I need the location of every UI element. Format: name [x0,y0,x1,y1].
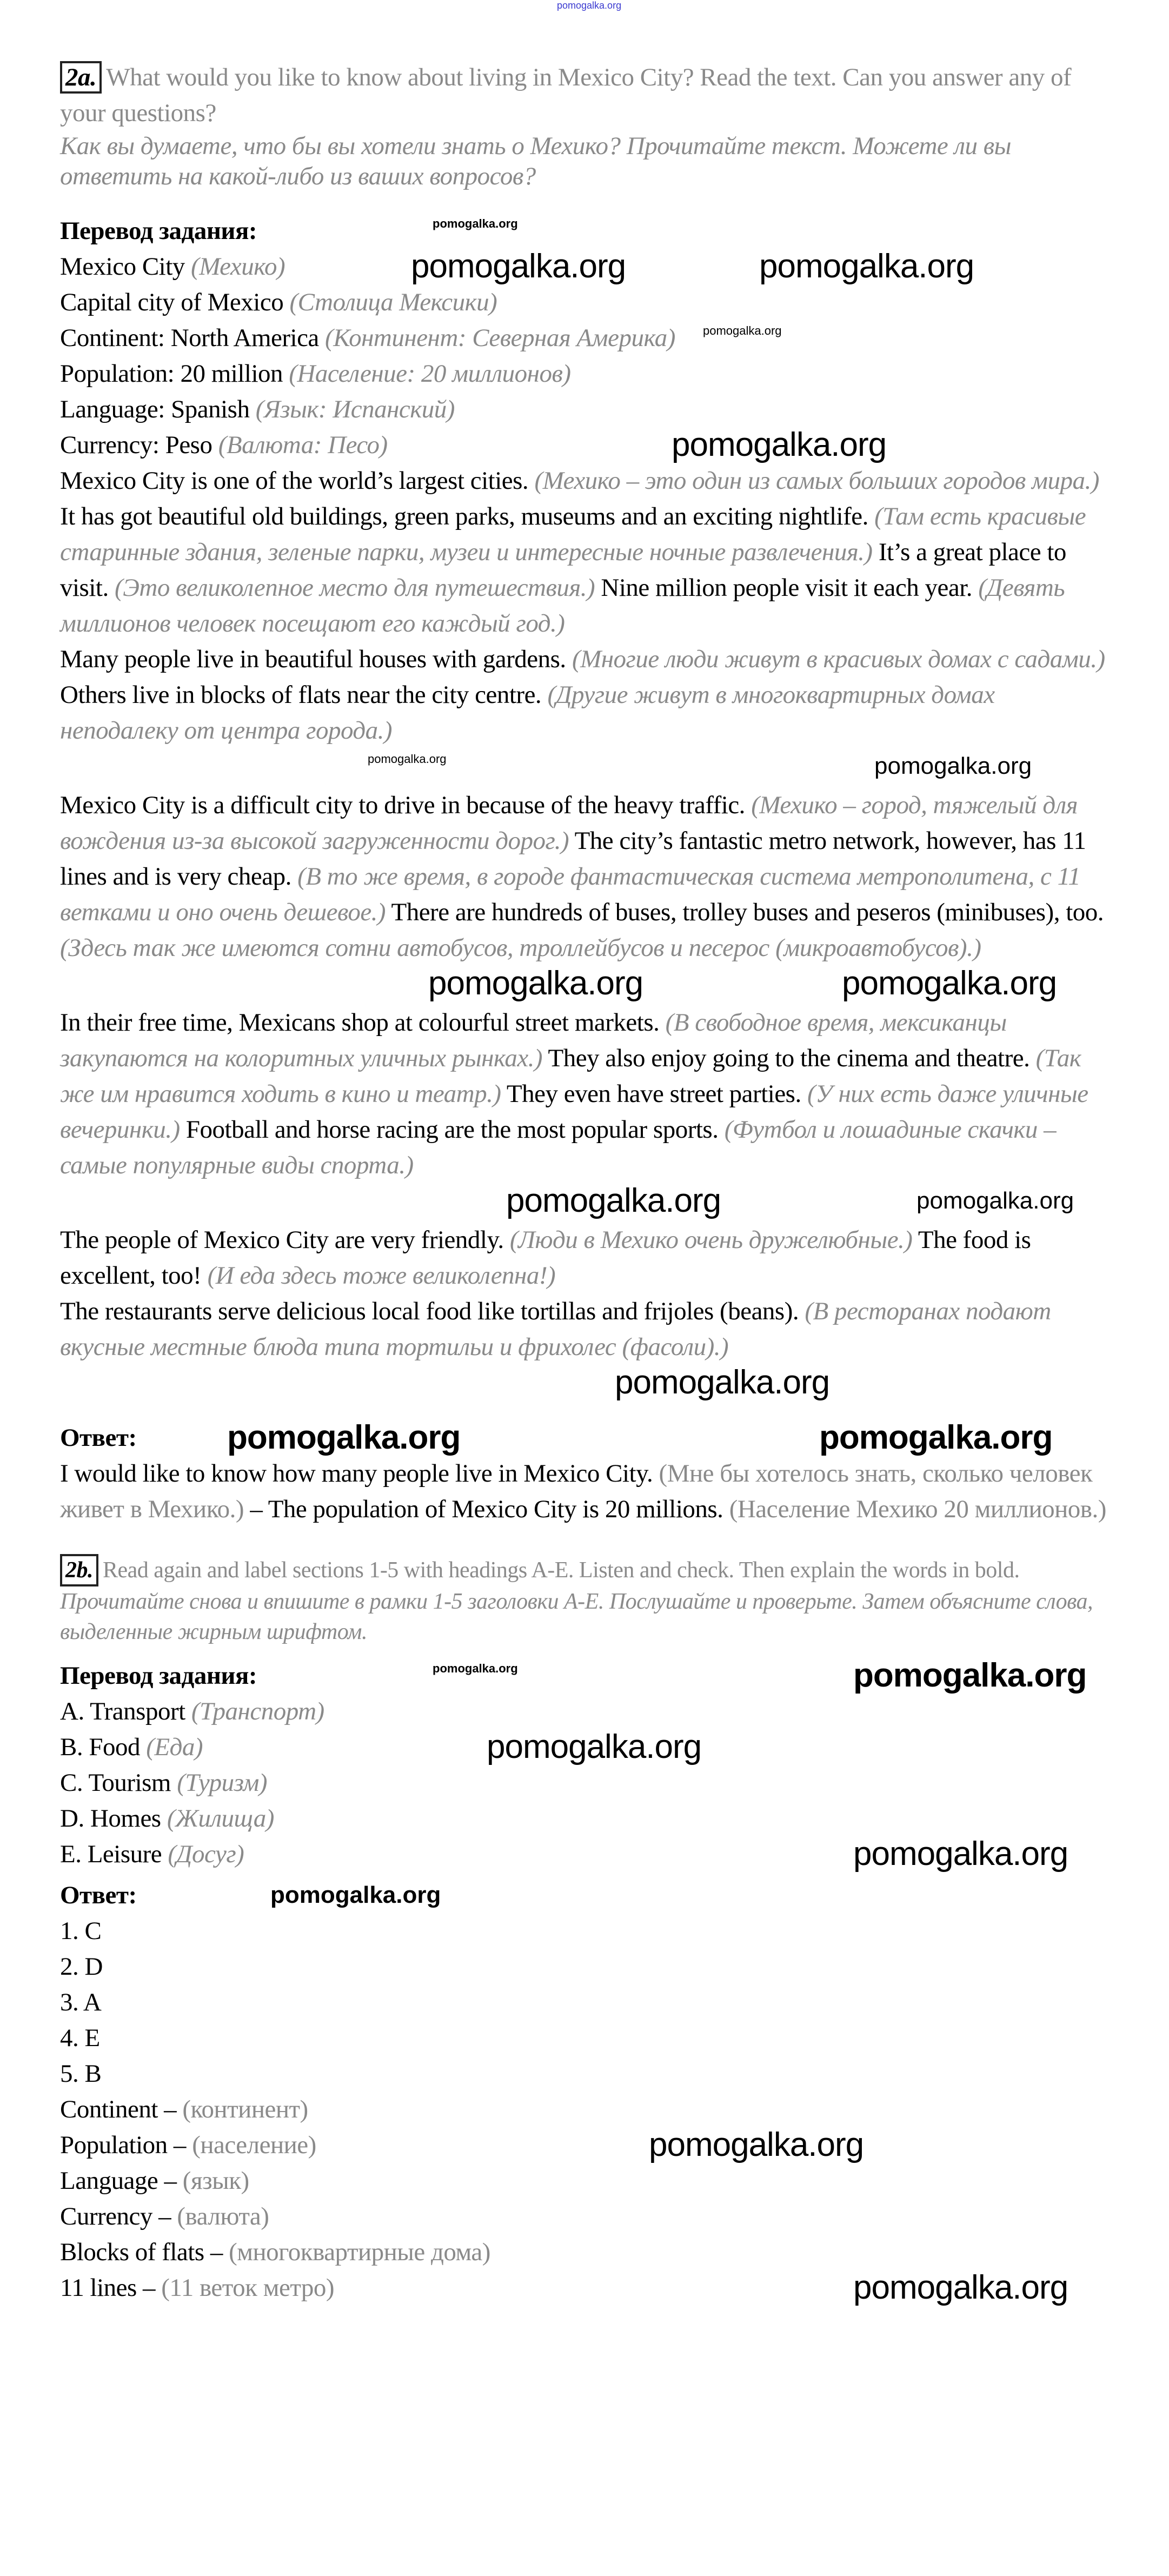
russian-translation: (Мехико – город, тяжелый для вождения из-за высокой загруженности дорог.) [60,791,1078,855]
words-list [60,2092,1114,2306]
document-body [60,59,1114,2306]
translation-heading-text: Перевод задания: [60,217,257,245]
watermark: pomogalka.org [874,753,1032,779]
english-sentence: Mexico City is one of the world’s largest cities. [60,467,529,495]
exercise-2b-task [60,1554,1114,1647]
text-line [60,356,1114,391]
word-russian: (11 веток метро) [161,2274,335,2302]
russian-translation: (Девять миллионов человек посещают его каждый год.) [60,574,1065,638]
russian-translation: (В ресторанах подают вкусные местные блюда типа тортильи и фрихолес (фасоли).) [60,1297,1051,1361]
answer-english: I would like to know how many people live in Mexico City. [60,1459,653,1488]
watermark-small: pomogalka.org [368,752,447,766]
english-sentence: Mexico City is a difficult city to drive in because of the heavy traffic. [60,791,745,819]
english-text: D. Homes [60,1804,161,1833]
russian-translation: (Там есть красивые старинные здания, зеленые парки, музеи и интересные ночные развлечения.) [60,502,1086,566]
english-sentence: They also enjoy going to the cinema and theatre. [548,1044,1030,1072]
text-line [60,1801,1114,1836]
watermark: pomogalka.org [615,1364,830,1401]
answer-heading [60,1420,1114,1456]
russian-translation: (Мехико – это один из самых больших городов мира.) [534,467,1099,495]
watermark: pomogalka.org [227,1419,461,1456]
english-text: E. Leisure [60,1840,162,1868]
watermark-small: pomogalka.org [433,217,518,230]
russian-translation: (В то же время, в городе фантастическая система метрополитена, с 11 ветками и оно очень дешевое.) [60,862,1081,926]
english-text: B. Food [60,1733,140,1761]
paragraph [60,1222,1114,1293]
russian-translation: (Так же им нравится ходить в кино и театр.) [60,1044,1081,1108]
answer-item: 1. C [60,1917,102,1945]
russian-translation: (Еда) [146,1733,203,1761]
answer-heading [60,1877,1114,1913]
answer-item: 5. B [60,2060,102,2088]
russian-translation: (Транспорт) [191,1697,324,1725]
english-sentence: Nine million people visit it each year. [601,574,973,602]
top-watermark: pomogalka.org [557,0,622,11]
english-text: Capital city of Mexico [60,288,284,316]
english-text: A. Transport [60,1697,185,1725]
watermark: pomogalka.org [428,965,643,1002]
watermark-row [60,748,1114,787]
watermark: pomogalka.org [853,2269,1068,2306]
russian-translation: (Туризм) [177,1769,267,1797]
text-line [60,1765,1114,1801]
exercise-number: 2a. [60,61,102,94]
english-text: Language: Spanish [60,395,250,423]
word-russian: (континент) [182,2095,308,2123]
answer-item: 4. E [60,2024,100,2052]
russian-translation: (Жилища) [167,1804,274,1833]
english-text: C. Tourism [60,1769,171,1797]
text-line [60,249,1114,284]
russian-translation: (Другие живут в многоквартирных домах неподалеку от центра города.) [60,681,995,745]
english-sentence: The city’s fantastic metro network, however, has 11 lines and is very cheap. [60,827,1086,891]
headings-list [60,1694,1114,1872]
watermark: pomogalka.org [853,1657,1087,1694]
word-russian: (многоквартирные дома) [229,2238,490,2266]
word-russian: (население) [192,2131,316,2159]
text-line [60,427,1114,463]
english-sentence: There are hundreds of buses, trolley buses and peseros (minibuses), too. [391,898,1104,926]
text-line [60,284,1114,320]
russian-translation: (И еда здесь тоже великолепна!) [207,1262,556,1290]
russian-translation: (У них есть даже уличные вечеринки.) [60,1080,1088,1144]
english-text: Population: 20 million [60,360,283,388]
task-russian: Прочитайте снова и впишите в рамки 1-5 заголовки A-E. Послушайте и проверьте. Затем объясните слова, выделенные жирным шрифтом. [60,1589,1093,1644]
word-item [60,2127,1114,2163]
russian-translation: (Здесь так же имеются сотни автобусов, троллейбусов и песерос (микроавтобусов).) [60,934,981,962]
translation-heading [60,1658,1114,1694]
watermark: pomogalka.org [842,965,1057,1002]
paragraph [60,1293,1114,1365]
english-sentence: Football and horse racing are the most popular sports. [185,1116,719,1144]
english-sentence: Others live in blocks of flats near the city centre. [60,681,542,709]
watermark-row [60,1183,1114,1222]
answer-item: 3. A [60,1988,102,2016]
word-item [60,2199,1114,2234]
paragraph [60,1005,1114,1183]
watermark: pomogalka.org [672,426,887,463]
translation-heading-text: Перевод задания: [60,1662,257,1690]
english-sentence: In their free time, Mexicans shop at colourful street markets. [60,1008,660,1037]
answer-heading-text: Ответ: [60,1424,137,1452]
watermark: pomogalka.org [270,1882,441,1908]
exercise-number: 2b. [60,1554,98,1586]
text-line [60,1694,1114,1729]
russian-translation: (Люди в Мехико очень дружелюбные.) [509,1226,913,1254]
text-line [60,1729,1114,1765]
russian-translation: (Валюта: Песо) [218,431,388,459]
watermark-small: pomogalka.org [433,1662,518,1675]
watermark-small: pomogalka.org [703,324,782,337]
exercise-2a-task [60,59,1114,191]
text-line [60,320,1114,356]
watermark-row [60,1365,1114,1404]
russian-translation: (Столица Мексики) [289,288,497,316]
english-sentence: The people of Mexico City are very friendly. [60,1226,504,1254]
english-sentence: They even have street parties. [506,1080,801,1108]
paragraph [60,641,1114,748]
paragraph [60,463,1114,641]
text-line [60,1836,1114,1872]
word-item [60,2270,1114,2306]
russian-translation: (Футбол и лошадиные скачки – самые популярные виды спорта.) [60,1116,1057,1179]
answer-heading-text: Ответ: [60,1881,137,1909]
word-english: Currency – [60,2202,171,2230]
russian-translation: (В свободное время, мексиканцы закупаются на колоритных уличных рынках.) [60,1008,1007,1072]
answer-russian: (Население Мехико 20 миллионов.) [729,1495,1106,1523]
russian-translation: (Мехико) [191,253,285,281]
english-text: Mexico City [60,253,185,281]
translation-heading [60,213,1114,249]
word-item [60,2234,1114,2270]
word-item [60,2163,1114,2199]
word-english: 11 lines – [60,2274,156,2302]
task-english: Read again and label sections 1-5 with headings A-E. Listen and check. Then explain the words in bold. [103,1558,1020,1583]
task-english: What would you like to know about living in Mexico City? Read the text. Can you answer any of your questions? [60,63,1072,127]
word-english: Language – [60,2167,177,2195]
russian-translation: (Многие люди живут в красивых домах с садами.) [572,645,1105,673]
russian-translation: (Язык: Испанский) [255,395,455,423]
text-body [60,463,1114,1404]
word-russian: (язык) [182,2167,249,2195]
answer-item: 2. D [60,1953,103,1981]
english-text: Currency: Peso [60,431,212,459]
paragraph [60,787,1114,966]
answer-russian: (Мне бы хотелось знать, сколько человек живет в Мехико.) [60,1459,1093,1523]
word-russian: (валюта) [177,2202,269,2230]
english-sentence: Many people live in beautiful houses with gardens. [60,645,566,673]
watermark: pomogalka.org [487,1728,702,1765]
text-line [60,391,1114,427]
russian-translation: (Досуг) [168,1840,244,1868]
english-text: Continent: North America [60,324,319,352]
russian-translation: (Континент: Северная Америка) [325,324,675,352]
watermark: pomogalka.org [759,248,974,285]
english-sentence: The food is excellent, too! [60,1226,1031,1290]
watermark: pomogalka.org [819,1419,1053,1456]
answer-text [60,1456,1114,1527]
watermark: pomogalka.org [853,1835,1068,1873]
answers-list [60,1913,1114,2092]
info-list [60,249,1114,463]
word-item [60,2092,1114,2127]
watermark-row [60,966,1114,1005]
watermark: pomogalka.org [506,1182,721,1219]
russian-translation: (Это великолепное место для путешествия.) [114,574,595,602]
task-russian: Как вы думаете, что бы вы хотели знать о Мехико? Прочитайте текст. Можете ли вы ответить на какой-либо из ваших вопросов? [60,132,1011,190]
english-sentence: It’s a great place to visit. [60,538,1066,602]
russian-translation: (Население: 20 миллионов) [289,360,571,388]
english-sentence: The restaurants serve delicious local food like tortillas and frijoles (beans). [60,1297,799,1325]
watermark: pomogalka.org [649,2126,864,2163]
word-english: Population – [60,2131,186,2159]
answer-english: – The population of Mexico City is 20 millions. [250,1495,723,1523]
word-english: Continent – [60,2095,177,2123]
english-sentence: It has got beautiful old buildings, green parks, museums and an exciting nightlife. [60,502,868,530]
watermark: pomogalka.org [411,248,626,285]
word-english: Blocks of flats – [60,2238,223,2266]
watermark: pomogalka.org [916,1187,1074,1214]
